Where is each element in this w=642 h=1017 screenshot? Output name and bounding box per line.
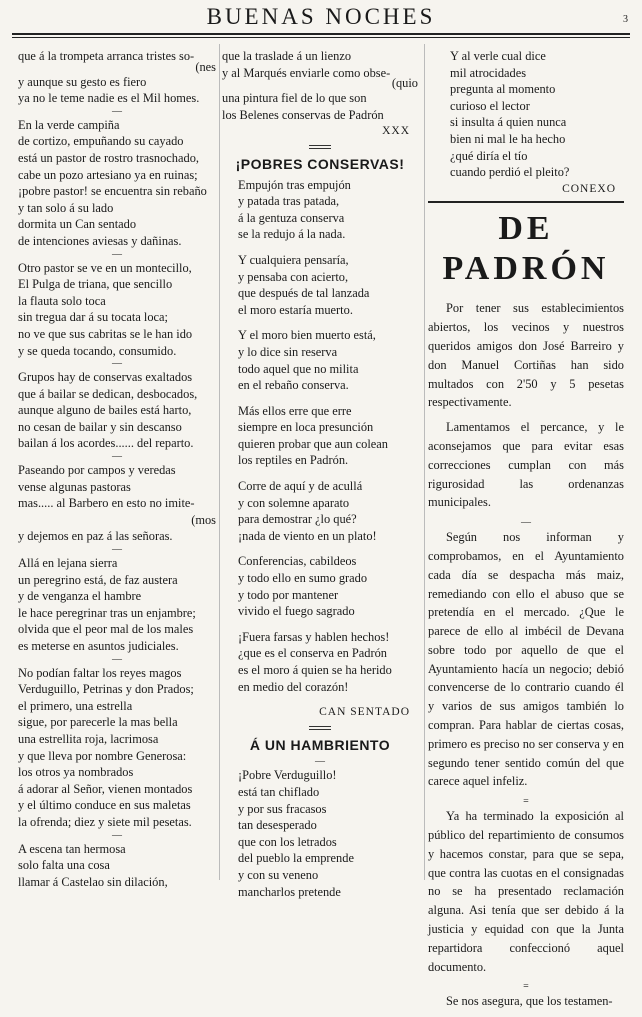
separator: — xyxy=(112,544,122,556)
verse-line: en medio del corazón! xyxy=(238,679,349,694)
poem xyxy=(222,767,418,900)
text-line: (quio xyxy=(391,76,418,91)
stanza xyxy=(18,260,216,360)
verse-line: que á bailar se dedican, desbocados, xyxy=(18,386,198,401)
text-line: que á la trompeta arranca tristes so- xyxy=(18,49,195,63)
verse-line: ¡nada de viento en un plato! xyxy=(238,528,377,543)
verse-line: ¡Fuera farsas y hablen hechos! xyxy=(238,629,390,644)
verse-line: y el último conduce en sus maletas xyxy=(18,798,191,813)
stanza xyxy=(222,403,418,469)
verse-line: si insulta á quien nunca xyxy=(450,115,567,130)
verse-line: mas..... al Barbero en esto no imite- xyxy=(18,496,195,511)
headline-pobres-conservas: ¡POBRES CONSERVAS! xyxy=(235,155,405,172)
masthead: BUENAS NOCHES xyxy=(206,4,436,29)
verse-line: ¿que es el conserva en Padrón xyxy=(238,646,387,661)
paragraph: Ya ha terminado la exposición al público del repartimiento de consumos y hacemos constar, para que se sepa, que contra las cuotas en el consignadas no se ha presentado reclamación alguna. Asi tenía que ser debido á la justicia y equidad con que la Junta repartidora confeccionó aquel documento. xyxy=(428,809,624,974)
verse-line: y con su veneno xyxy=(238,867,319,882)
verse-line: que con los letrados xyxy=(238,834,337,849)
verse-line: no cesan de bailar y sin descanso xyxy=(18,419,182,434)
verse-line: á adorar al Señor, vienen montados xyxy=(18,781,193,796)
verse-line: A escena tan hermosa xyxy=(18,841,126,856)
verse-line: mancharlos pretende xyxy=(238,884,341,899)
poem xyxy=(428,48,624,181)
verse-line: y que lleva por nombre Generosa: xyxy=(18,748,187,763)
text-line: (mos xyxy=(191,512,216,527)
verse-line: Y cualquiera pensaría, xyxy=(238,252,349,267)
verse-line: quieren probar que aun colean xyxy=(238,436,388,451)
verse-line: cabe un pozo artesiano ya en ruinas; xyxy=(18,167,198,182)
separator: — xyxy=(112,358,122,370)
text-line: (nes xyxy=(195,59,216,74)
stanza xyxy=(18,841,216,891)
verse-line: el primero, una estrella xyxy=(18,698,133,713)
verse-line: tan desesperado xyxy=(238,818,317,833)
separator: — xyxy=(112,451,122,463)
verse-line: Allá en lejana sierra xyxy=(18,556,118,571)
text-line: los Belenes conservas de Padrón xyxy=(222,107,384,122)
verse-line: No podían faltar los reyes magos xyxy=(18,665,182,680)
verse-line: es el moro á quien se ha herido xyxy=(238,663,392,677)
text-line: ya no le teme nadie es el Mil homes. xyxy=(18,91,200,106)
verse-line: y con solemne aparato xyxy=(238,495,350,510)
verse-line: cuando perdió el pleito? xyxy=(450,165,570,180)
verse-line: de cortizo, empuñando su cayado xyxy=(18,134,184,149)
verse-line: es meterse en asuntos judiciales. xyxy=(18,639,179,653)
masthead-rule xyxy=(12,33,630,35)
masthead-rule-thin xyxy=(12,37,630,38)
verse-line: los otros ya nombrados xyxy=(18,765,134,780)
column-divider xyxy=(424,44,425,880)
section-rule xyxy=(428,201,624,203)
stanza xyxy=(18,369,216,452)
stanza xyxy=(18,462,216,512)
verse-line: que después de tal lanzada xyxy=(238,286,370,301)
verse-line: del pueblo la emprende xyxy=(238,851,354,866)
verse-line: Corre de aquí y de acullá xyxy=(238,479,363,494)
verse-line: Paseando por campos y veredas xyxy=(18,463,176,478)
separator: — xyxy=(112,829,122,841)
verse-line: un peregrino está, de faz austera xyxy=(18,572,178,587)
separator: — xyxy=(112,105,122,117)
verse-line: Conferencias, cabildeos xyxy=(238,554,357,569)
stanza xyxy=(222,629,418,695)
verse-line: y lo dice sin reserva xyxy=(238,344,338,359)
verse-line: siempre en loca presunción xyxy=(238,420,374,435)
verse-line: la flauta solo toca xyxy=(18,293,106,308)
verse-line: le hace peregrinar tras un enjambre; xyxy=(18,605,196,620)
separator: — xyxy=(112,653,122,665)
separator: — xyxy=(112,248,122,260)
verse-line: olvida que el peor mal de los males xyxy=(18,622,194,637)
signature: CAN SENTADO xyxy=(319,706,410,719)
verse-line: los reptiles en Padrón. xyxy=(238,453,349,468)
verse-line: vivido el fuego sagrado xyxy=(238,604,355,619)
verse-line: dormita un Can sentado xyxy=(18,217,137,232)
verse-line: y todo por mantener xyxy=(238,587,339,602)
verse-line: se la redujo á la nada. xyxy=(238,227,346,242)
separator: = xyxy=(523,796,529,808)
column-3 xyxy=(428,48,624,1017)
verse-line: y patada tras patada, xyxy=(238,194,340,209)
page-number: 3 xyxy=(623,14,628,25)
verse-line: pregunta al momento xyxy=(450,82,556,97)
verse-line: ¿qué diría el tío xyxy=(450,148,528,163)
stanza xyxy=(222,478,418,544)
text-line: y dejemos en paz á las señoras. xyxy=(18,529,173,544)
verse-line: para demostrar ¿lo qué? xyxy=(238,512,357,527)
verse-line: todo aquel que no milita xyxy=(238,361,359,376)
paragraph: Se nos asegura, que los testamen- xyxy=(446,994,613,1009)
verse-line: sigue, por parecerle la mas bella xyxy=(18,715,178,730)
poem xyxy=(222,177,418,696)
stanza xyxy=(222,553,418,619)
text-line: y al Marqués enviarle como obse- xyxy=(222,65,391,80)
verse-line: no ve que sus cabritas se le han ido xyxy=(18,326,193,341)
separator: = xyxy=(523,981,529,993)
signature: CONEXO xyxy=(562,182,616,195)
verse-line: Grupos hay de conservas exaltados xyxy=(18,370,193,385)
headline-hambriento: Á UN HAMBRIENTO xyxy=(249,736,391,753)
verse-line: Más ellos erre que erre xyxy=(238,403,352,418)
verse-line: En la verde campiña xyxy=(18,117,120,132)
verse-line: y todo ello en sumo grado xyxy=(238,571,368,586)
paragraph: Lamentamos el percance, y le aconsejamos que para evitar esas correcciones cumplan con más rigurosidad las ordenanzas municipales. xyxy=(428,420,624,510)
verse-line: Otro pastor se ve en un montecillo, xyxy=(18,260,192,275)
verse-line: y por sus fracasos xyxy=(238,801,327,816)
verse-line: y tan solo á su lado xyxy=(18,200,114,215)
verse-line: vense algunas pastoras xyxy=(18,479,131,494)
verse-line: ¡Pobre Verduguillo! xyxy=(238,768,337,783)
verse-line: mil atrocidades xyxy=(450,65,527,80)
separator: — xyxy=(315,756,325,768)
text-line: que la traslade á un lienzo xyxy=(222,49,352,63)
verse-line: en el rebaño conserva. xyxy=(238,378,349,393)
verse-line: Empujón tras empujón xyxy=(238,177,351,192)
double-rule xyxy=(222,140,418,152)
verse-line: aunque alguno de bailes está harto, xyxy=(18,403,192,418)
verse-line: El Pulga de triana, que sencillo xyxy=(18,277,173,292)
paragraph: Por tener sus establecimientos abiertos, los vecinos y nuestros queridos amigos don José Barreiro y don Manuel Cortiñas han sido multados con 2'50 y 5 pesetas respectivamente. xyxy=(428,301,624,410)
verse-line: bailan á los acordes...... del reparto. xyxy=(18,436,194,451)
stanza xyxy=(18,555,216,655)
verse-line: ¡pobre pastor! se encuentra sin rebaño xyxy=(18,184,207,199)
verse-line: y de venganza el hambre xyxy=(18,589,142,604)
verse-line: curioso el lector xyxy=(450,98,530,113)
headline-de-padron: DE PADRÓN xyxy=(442,210,610,288)
column-divider xyxy=(219,44,220,880)
verse-line: y pensaba con acierto, xyxy=(238,269,349,284)
verse-line: está tan chiflado xyxy=(238,784,320,799)
paragraph: Según nos informan y comprobamos, en el Ayuntamiento cada día se despacha más maiz, remediando con ello el abuso que se pretendía en el mercado. ¿Que le parece de ello al imbécil de Devana sobre todo por aquello de que el Ayuntamiento hacía un negocio; debió convencerse de lo contrario cuando él y varios de sus amigos también lo compran. Para hablar de ciertas cosas, primero es preciso no ser conserva y en segundo tener sentido común del que carece aquel infeliz. xyxy=(428,530,624,789)
stanza xyxy=(18,665,216,831)
stanza xyxy=(222,177,418,243)
verse-line: á la gentuza conserva xyxy=(238,210,345,225)
verse-line: sin tregua dar á su tocata loca; xyxy=(18,310,169,325)
news-body xyxy=(428,299,624,1011)
verse-line: solo falta una cosa xyxy=(18,858,110,873)
column-1 xyxy=(18,48,216,890)
verse-line: está un pastor de rostro trasnochado, xyxy=(18,150,199,165)
verse-line: una estrellita roja, lacrimosa xyxy=(18,731,159,746)
verse-line: de intenciones aviesas y dañinas. xyxy=(18,233,182,248)
verse-line: el moro estaría muerto. xyxy=(238,302,353,317)
verse-line: la ofrenda; diez y siete mil pesetas. xyxy=(18,814,192,829)
verse-line: llamar á Castelao sin dilación, xyxy=(18,874,168,889)
signature: XXX xyxy=(382,125,410,138)
verse-line: Y al verle cual dice xyxy=(450,49,546,63)
verse-line: Y el moro bien muerto está, xyxy=(238,328,376,343)
stanza xyxy=(18,117,216,250)
verse-line: Verduguillo, Petrinas y don Prados; xyxy=(18,682,194,697)
stanza xyxy=(222,327,418,393)
column-2 xyxy=(222,48,418,900)
text-line: una pintura fiel de lo que son xyxy=(222,91,367,106)
verse-line: y se queda tocando, consumido. xyxy=(18,343,177,358)
verse-line: bien ni mal le ha hecho xyxy=(450,131,566,146)
double-rule xyxy=(222,721,418,733)
stanza xyxy=(222,252,418,318)
separator: — xyxy=(521,517,531,529)
text-line: y aunque su gesto es fiero xyxy=(18,74,147,89)
